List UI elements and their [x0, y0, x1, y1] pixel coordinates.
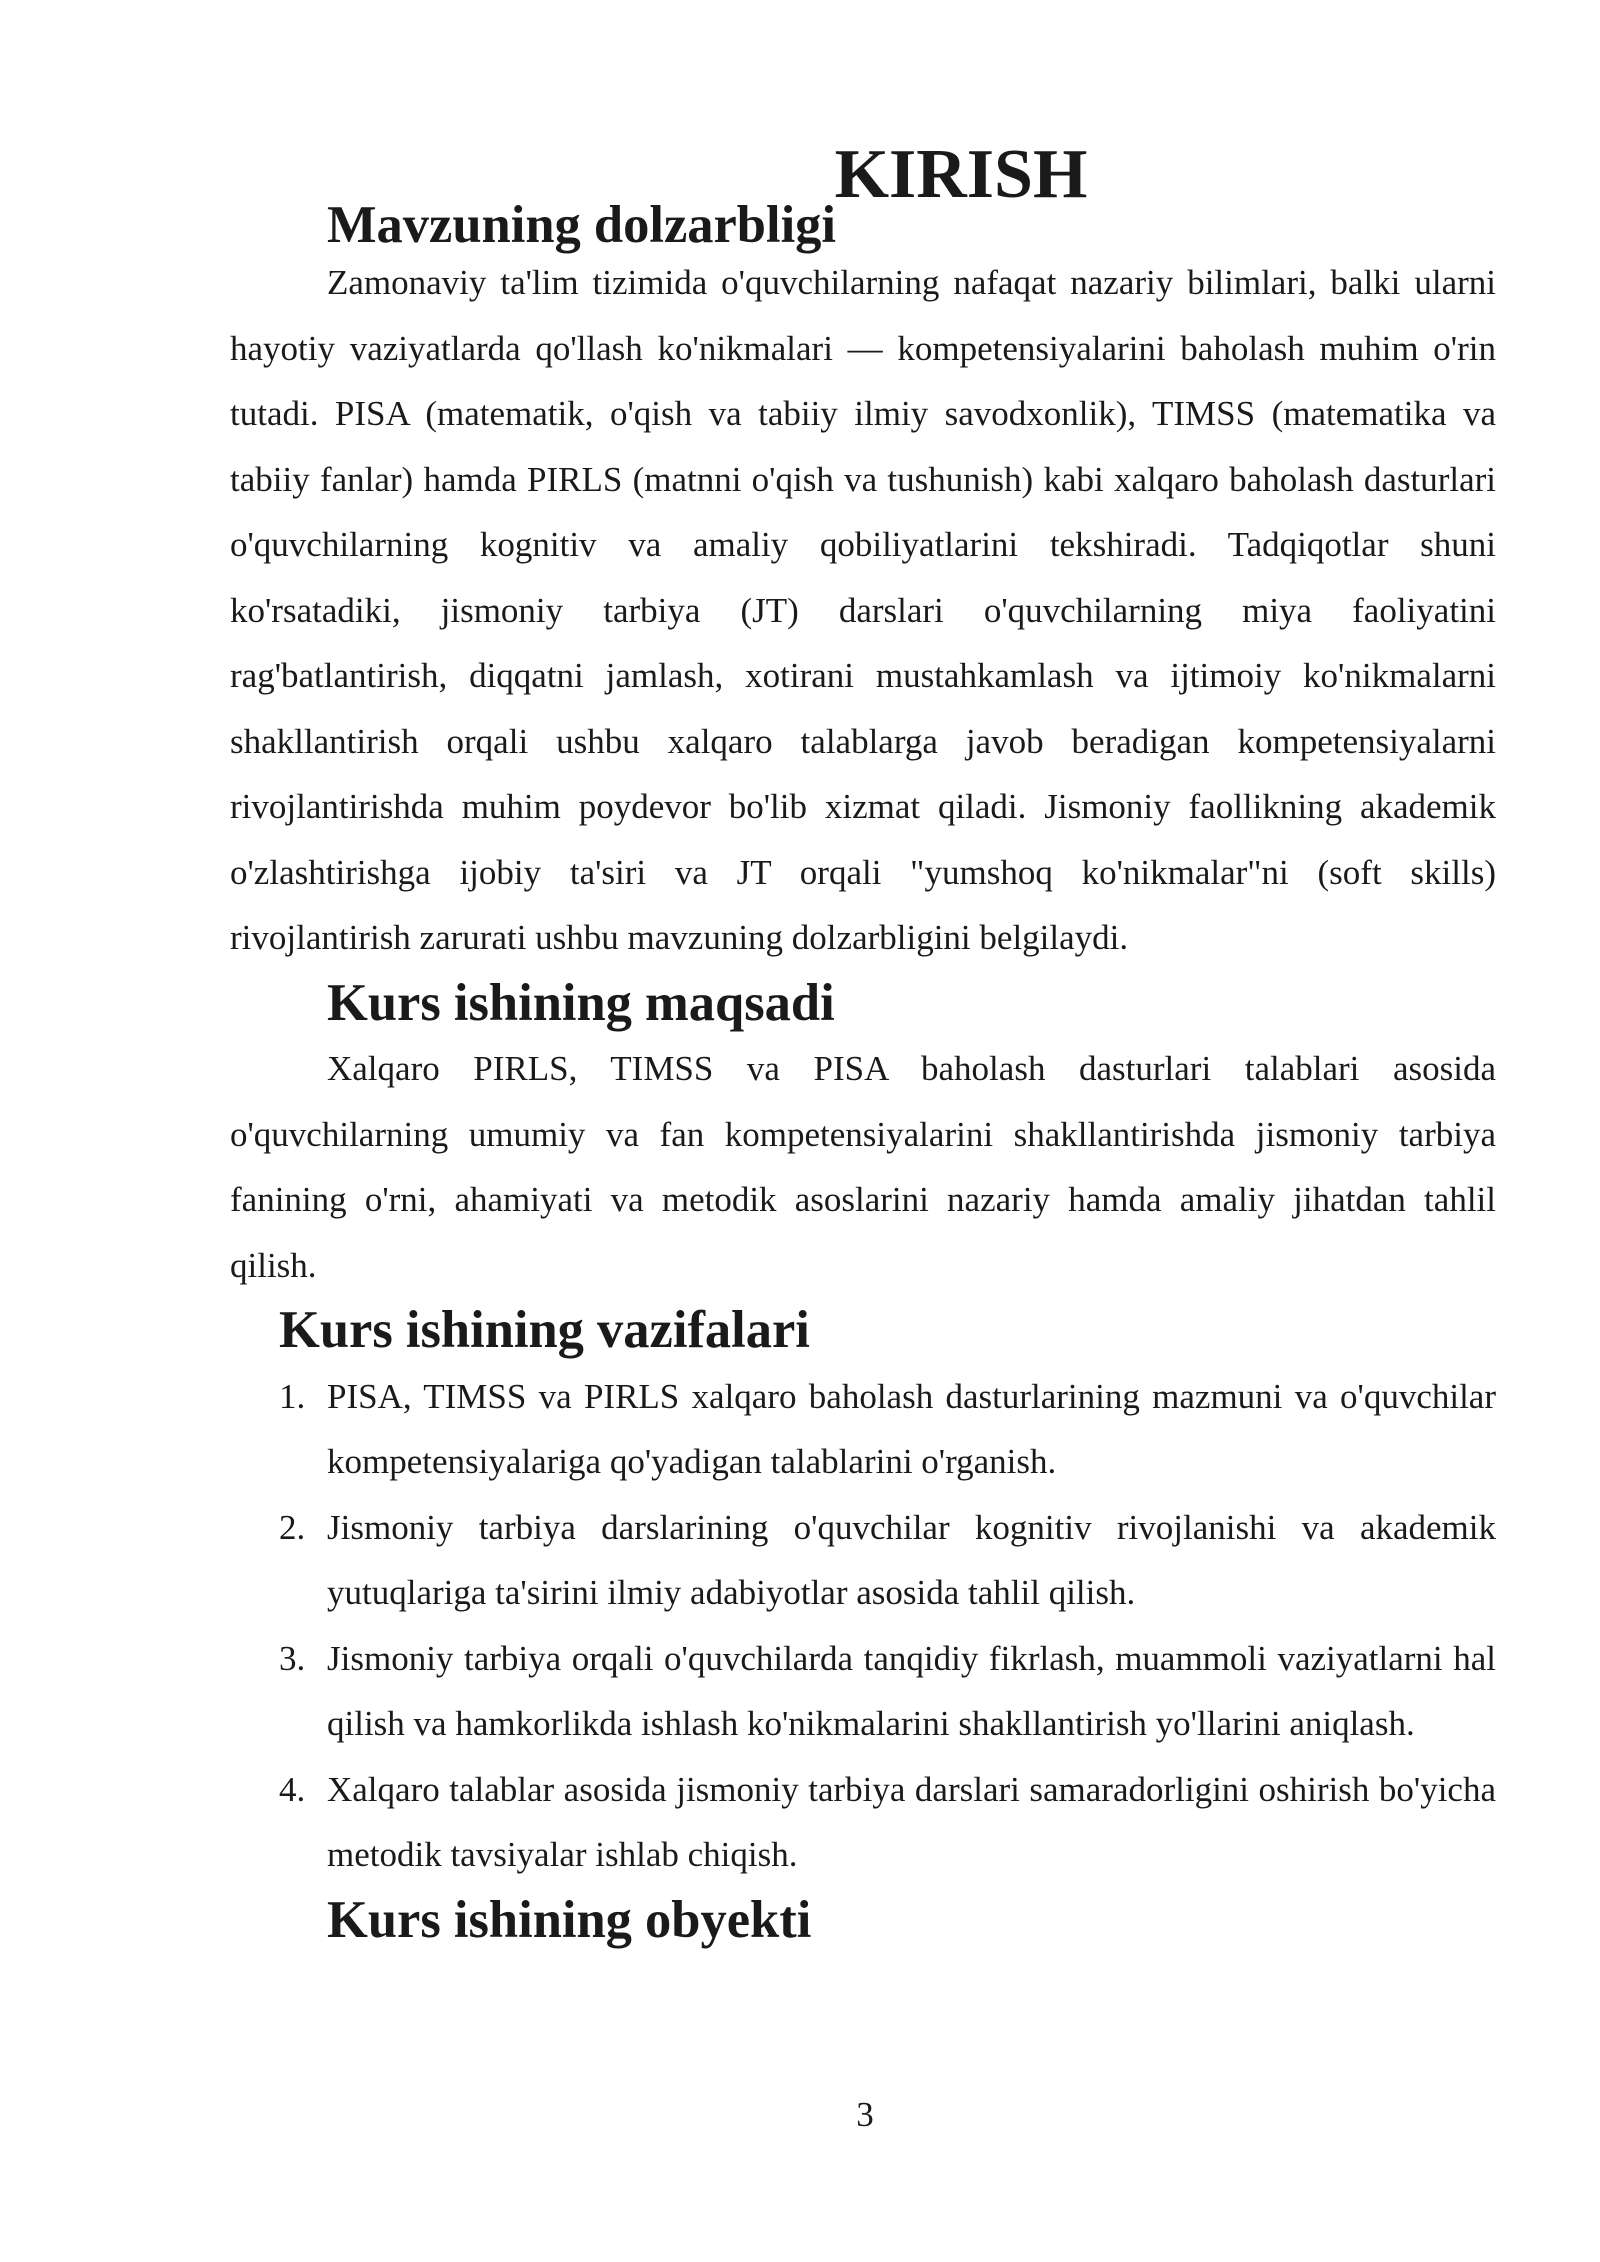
- section-paragraph-goal: Xalqaro PIRLS, TIMSS va PISA baholash dasturlari talablari asosida o'quvchilarning umumiy va fan kompetensiyalarini shakllantirishda jismoniy tarbiya fanining o'rni, ahamiyati va metodik asoslarini nazariy hamda amaliy jihatdan tahlil qilish.: [230, 1049, 1496, 1285]
- page-number: 3: [856, 2095, 874, 2134]
- list-item-number: 2.: [279, 1507, 306, 1547]
- list-item-text: PISA, TIMSS va PIRLS xalqaro baholash dasturlarining mazmuni va o'quvchilar kompetensiyalariga qo'yadigan talablarini o'rganish.: [327, 1376, 1496, 1481]
- list-item-number: 1.: [279, 1376, 306, 1416]
- section-heading-goal: Kurs ishining maqsadi: [327, 973, 835, 1032]
- list-item-number: 3.: [279, 1638, 306, 1678]
- section-heading-tasks: Kurs ishining vazifalari: [279, 1301, 810, 1359]
- section-heading-object: Kurs ishining obyekti: [327, 1890, 812, 1949]
- tasks-list: [230, 1364, 1496, 1888]
- list-item: [230, 1626, 1496, 1757]
- list-item-text: Jismoniy tarbiya orqali o'quvchilarda tanqidiy fikrlash, muammoli vaziyatlarni hal qilish va hamkorlikda ishlash ko'nikmalarini shakllantirish yo'llarini aniqlash.: [327, 1638, 1496, 1743]
- section-paragraph-relevance: Zamonaviy ta'lim tizimida o'quvchilarning nafaqat nazariy bilimlari, balki ularni hayotiy vaziyatlarda qo'llash ko'nikmalari — kompetensiyalarini baholash muhim o'rin tutadi. PISA (matematik, o'qish va tabiiy ilmiy savodxonlik), TIMSS (matematika va tabiiy fanlar) hamda PIRLS (matnni o'qish va tushunish) kabi xalqaro baholash dasturlari o'quvchilarning kognitiv va amaliy qobiliyatlarini tekshiradi. Tadqiqotlar shuni ko'rsatadiki, jismoniy tarbiya (JT) darslari o'quvchilarning miya faoliyatini rag'batlantirish, diqqatni jamlash, xotirani mustahkamlash va ijtimoiy ko'nikmalarni shakllantirish orqali ushbu xalqaro talablarga javob beradigan kompetensiyalarni rivojlantirishda muhim poydevor bo'lib xizmat qiladi. Jismoniy faollikning akademik o'zlashtirishga ijobiy ta'siri va JT orqali "yumshoq ko'nikmalar"ni (soft skills) rivojlantirish zarurati ushbu mavzuning dolzarbligini belgilaydi.: [230, 263, 1496, 957]
- section-heading-relevance: Mavzuning dolzarbligi: [327, 196, 837, 254]
- list-item-text: Xalqaro talablar asosida jismoniy tarbiya darslari samaradorligini oshirish bo'yicha metodik tavsiyalar ishlab chiqish.: [327, 1769, 1496, 1874]
- list-item-number: 4.: [279, 1769, 306, 1809]
- list-item: [230, 1757, 1496, 1888]
- document-page: [230, 136, 1496, 1953]
- page-title: KIRISH: [834, 136, 1088, 213]
- list-item: [230, 1364, 1496, 1495]
- list-item: [230, 1495, 1496, 1626]
- list-item-text: Jismoniy tarbiya darslarining o'quvchilar kognitiv rivojlanishi va akademik yutuqlariga ta'sirini ilmiy adabiyotlar asosida tahlil qilish.: [327, 1507, 1496, 1612]
